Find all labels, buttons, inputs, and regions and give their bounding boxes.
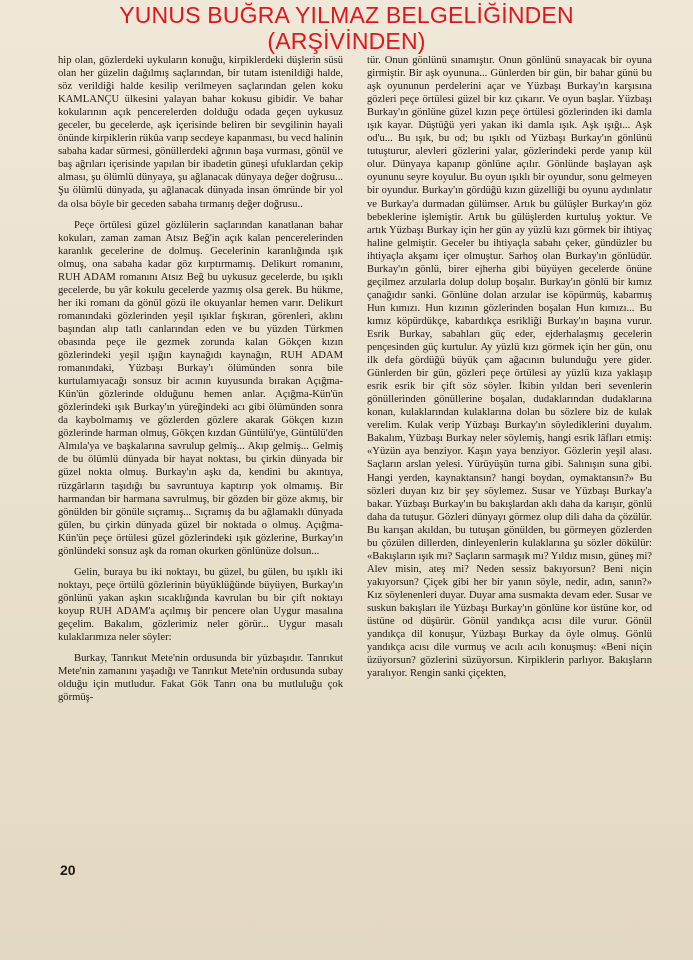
left-paragraph-4: Burkay, Tanrıkut Mete'nin ordusunda bir yüzbaşıdır. Tanrıkut Mete'nin zamanını yaşadığı ve Tanrıkut Mete'nin ordusunda subay olduğu için mutludur. Fakat Gök Tanrı ona bu mutluluğu çok görmüş- xyxy=(58,653,343,704)
banner-title: YUNUS BUĞRA YILMAZ BELGELİĞİNDEN xyxy=(119,2,574,28)
right-paragraph-1: tür. Onun gönlünü sınamıştır. Onun gönlünü sınayacak bir oyuna girmiştir. Bir aşk oyununa... Günlerden bir gün, bir bahar günü bu aşk oyununun perdelerini açar ve Yüzbaşı Burkay'ın karşısına gözleri peçe örtülesi güzel bir kız çıkarır. Ve oyun başlar. Yüzbaşı Burkay'ın gönlüne güzel kızın peçe örtülesi gözlerinden iki damla ışık kayar. Düştüğü yeri yakan iki damla ışık. Aşk ışığı... Aşk od'u... Bu ışık, bu od; bu ışıklı od Yüzbaşı Burkay'ın gönlünü tutuşturur, alevleri gözlerini yalar, gözlerindeki perde yanıp kül olur. Dünyaya kapanıp gönlüne açılır. Gönlünde başlayan aşk oyununu seyre koyulur. Bu oyun ışıklı bir oyundur, sonu gelmeyen bir oyundur. Burkay'ın gördüğü kızın güzelliği bu oyunu aydınlatır ve Burkay'a durmadan gülümser. Artık bu gülüşler Burkay'ın göz bebeklerine işlemiştir. Artık bu gülüşlerden kurtuluş yoktur. Ve artık Yüzbaşı Burkay için her gün ay yüzlü kızı görmek bir ihtiyaç haline gelmiştir. Geceler bu ihtiyaçla sabahı çeker, gündüzler bu ihtiyaçla akşamı içer olmuştur. Sarhoş olan Burkay'ın gönlüdür. Burkay'ın gönlü, birer ejherha gibi büyüyen gecelerde önüne geçilmez arzularla dolup dolup boşalır. Burkay'ın gönlü bir kımız çanağıdır sanki. Gönlüne dolan arzular ise köpürmüş, kabarmış Hun kımızı. Hun kızının gözlerinden boşalan Hun kımızı... Bu kımız köpürdükçe, kabardıkça esrikliği Burkay'ın başına vurur. Esrik Burkay, sabahları güç eder, ejderhalaşmış gecelerin pençesinden güç kurtulur. Ay yüzlü kızı görmek için her gün, onu ilk defa gördüğü büyük çam ağacının bulunduğu yere gider. Günlerden bir gün, gözleri peçe örtülesi ay yüzlü kıza yaklaşıp esrik esrik bir çift söz söyler. İkibin yıldan beri sevenlerin gönüllerinden gönüllerine boşalan, dudaklarından dudaklarına konan, kulaklarından kulaklarına dolan bu sözlere biz de kulak verelim. Kulak verip Yüzbaşı Burkay'ın söylediklerini duyalım. Bakalım, Yüzbaşı Burkay neler söylemiş, hangi esrik lâfları etmiş: «Yüzün aya benziyor. Kaşın yaya benziyor. Gözlerin yeşil alası. Saçların arslan yelesi. Yürüyüşün turna gibi. Salınışın suna gibi. Hangi yerden, kaynaktansın? hangi boydan, oymaktansın?» Bu sözleri duyan kız bir şey söylemez. Susar ve Yüzbaşı Burkay'a bakar. Yüzbaşı Burkay'ın bu bakışlardan aklı daha da karışır, gönlü daha da tutuşur. Gözleri dünyayı görmez olup dili daha da çözülür. Bu karışan akıldan, bu tutuşan gönülden, bu görmeyen gözlerden bu çözülen dillerden, dinleyenlerin kulaklarına şu sözler dökülür: «Bakışların ışık mı? Saçların sarmaşık mı? Yıldız mısın, güneş mi? Alev misin, ateş mi? Neden sessiz bakıyorsun? Beni niçin yakıyorsun? Çiçek gibi her bir yanın söyle, nedir, adın, sanın?» Kız söylenenleri duyar. Duyar ama susmakta devam eder. Susar ve suskun bakışları ile Yüzbaşı Burkay'ın gönlüne kor üstüne kor, od üstüne od düşürür. Gönül yandıkça acısı dile vurur. Gönül yandıkça dil konuşur, Yüzbaşı Burkay da öyle olmuş. Gönlü yandıkça acısı dile vurmuş ve acılı acılı konuşmuş: «Beni niçin üzüyorsun? gözlerini süzüyorsun. Kirpiklerin parlıyor. Bakışların yaralıyor. Rengin sanki çiçekten, xyxy=(367,55,653,680)
banner-subtitle: (ARŞİVİNDEN) xyxy=(267,28,426,54)
left-paragraph-1: hip olan, gözlerdeki uykuların konuğu, kirpiklerdeki düşlerin süsü olan her güzelin dağılmış saçlarından, bir tutam istenildiği halde, söz verildiği halde kesilip verilmeyen saçlarından gelen koku KAMLANÇU ülkesini yalayan bahar kokusu gibidir. Ve bahar kokularının açık pencerelerden dolduğu odada geçen uykusuz geceler, bu gecelerde, aşk içerisinde beliren bir sevgilinin hayali önünde kirpiklerin rükûa varıp secdeye kapanması, bu vecd halinin sabaha kadar sürmesi, gönüllerdeki ağrının başa vurması, gönül ve baş ağrıları içerisinde yapılan bir ibadetin güneşi ufuklardan çekip alması, şu ölümlü dünyaya, şu ağlanacak dünyaya değer doğrusu... Şu ölümlü dünyada, şu ağlanacak dünyada insan ömründe bir yol da olsa böyle bir geceden sabaha tırmanış değer doğrusu.. xyxy=(58,55,343,210)
left-paragraph-2: Peçe örtülesi güzel gözlülerin saçlarından kanatlanan bahar kokuları, zaman zaman Atsız Beğ'in açık kalan pencerelerinden karanlık gecelerine de dolmuş. Gecelerinin karanlığında ışık olmuş, ona sabaha kadar göz kırptırmamış. Delikurt romanını, RUH ADAM romanını Atsız Beğ bu uykusuz gecelerde, bu ışıklı gecelerde, bu yâr kokulu gecelerde yazmış olsa gerek. Bu hükme, her iki romanı da gönül gözü ile okuyanlar hemen varır. Delikurt romanındaki gözlerinden yeşil ışıklar fışkıran, görenleri, aklını başından alıp tatlı canlarından eden ve bu yüzden Türkmen obasında peçe ile gezmek zorunda kalan Gökçen kızın gözlerindeki yeşil ışığın kaynağıdı kaynağın, RUH ADAM romanındaki, Yüzbaşı Burkay'ı ölümünden sonra bile kurtulamıyacağı sonsuz bir acının kuyusunda bırakan Açığma-Kün'ün gözlerinde olduğunu hemen anlar. Açığma-Kün'ün gözlerindeki ışık Burkay'ın yüreğindeki acı gibi ölümünden sonra da kaybolmamış ve gözlerden gözlere akarak Gökçen kızın gözlerinde harman olmuş, Gökçen kızdan Güntülü'ye, Güntülü'den Almıla'ya ve başkalarına savrulup gelmiş... Akıp gelmiş... Gelmiş de bu ölümlü dünyada bir hayat noktası, bu çirkin dünyada bir güzel nokta olmuş. Burkay'ın aşkı da, kendini bu akıntıya, rüzgârların taşıdığı bu savruntuya kaptırıp yok olmamış. Bir harmandan bir harmana savrulmuş, bir gözden bir göze akmış, bir gönülden bir gönüle sıçramış... Sıçramış da bu ağlamaklı dünyada gülen, bu çirkin dünyada güzel bir noktada o olmuş. Açığma-Kün'ün peçe örtülesi güzel gözlerindeki ışık gözlerine, Burkay'ın gönlündeki sonsuz aşk da roman okurken gönlünüze dolsun... xyxy=(58,219,343,557)
left-paragraph-3: Gelin, buraya bu iki noktayı, bu güzel, bu gülen, bu ışıklı iki noktayı, peçe örtülü gözlerinin büyüklüğünde büyüyen, Burkay'ın gönlünü yakan aşkın sıcaklığında kavrulan bu bir çift noktayı koyup RUH ADAM'a açılmış bir pencere olan Uygur masalına geçelim. Bakalım, gözlerimiz neler görür... Uygur masalı kulaklarımıza neler söyler: xyxy=(58,566,343,644)
right-column xyxy=(367,54,652,688)
archive-banner xyxy=(0,2,693,54)
page-number: 20 xyxy=(60,862,76,878)
left-column xyxy=(58,54,343,712)
